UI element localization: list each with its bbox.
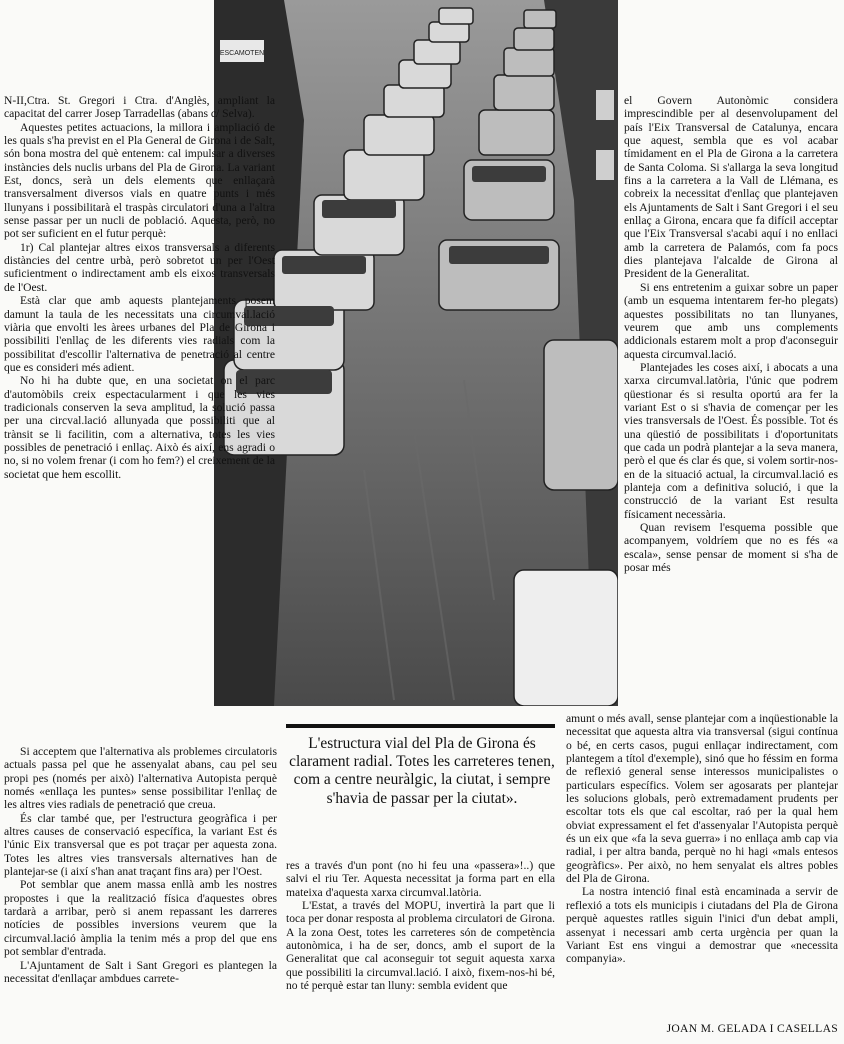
author-byline: JOAN M. GELADA I CASELLAS [666,1022,838,1035]
article-column-middle [286,859,555,992]
article-column-right [624,94,838,574]
shop-sign-text: ESCAMOTEN [219,50,265,57]
article-column-left-lower [4,745,277,985]
paragraph: No hi ha dubte que, en una societat on el parc d'automòbils creix espectacularment i que les vies tradicionals conserven la seva amplitud, la solució passa per una circval.lació allunyada que possibiliti que al trànsit se li facilitin, com a alternativa, totes les vies possibles de penetració i enllaç. Això és així, ens agradi o no, si no volem frenar (i com ho fem?) el creixement de la societat que hem escollit. [4,374,275,481]
pullquote: L'estructura vial del Pla de Girona és clarament radial. Totes les carreteres tenen, com a centre neuràlgic, la ciutat, i sempre s'havia de passar per la ciutat». [289,735,555,807]
paragraph: Aquestes petites actuacions, la millora i ampliació de les quals s'ha previst en el Pla General de Girona i de Salt, són bona mostra del què entenem: cal impulsar a diverses instàncies dels nuclis urbans del Pla de Girona. La variant Est, doncs, serà un dels elements que enllaçarà transversalment diversos vials en quatre punts i més llunyans i possibilitarà el traspàs circulatori d'una a l'altra sense passar per un nucli de població. Aquesta, però, no pot ser suficient en el futur perquè: [4,120,275,241]
article-column-right-lower [566,712,838,966]
paragraph: Si acceptem que l'alternativa als problemes circulatoris actuals passa pel que he assenyalat abans, cau pel seu propi pes (només per això) l'alternativa Autopista perquè només «enllaça les puntes» sense possibilitar l'enllaç de les altres vies radials de penetració que creua. [4,745,277,812]
paragraph: L'Estat, a través del MOPU, invertirà la part que li toca per donar resposta al problema circulatori de Girona. A la zona Oest, totes les carreteres són de competència autonòmica, i ha de ser, doncs, amb el suport de la Generalitat que cal aconseguir tot seguit aquesta xarxa que possibiliti la circumval.lació. I això, fixem-nos-hi bé, no té perquè estar tan lluny: sembla evident que [286,899,555,993]
paragraph: Quan revisem l'esquema possible que acompanyem, voldríem que no es fés «a escala», sense pensar de moment si s'ha de posar més [624,521,838,575]
pullquote-rule [286,724,555,728]
paragraph: Pot semblar que anem massa enllà amb les nostres propostes i que la realització física d'aquestes obres tardarà a arribar, però si anem repassant les darreres notícies de possibles inversions veurem que la circumval.lació àmplia la tenim més a prop del que ens pot semblar d'entrada. [4,878,277,959]
article-column-left [4,94,275,481]
paragraph: L'Ajuntament de Salt i Sant Gregori es plantegen la necessitat d'enllaçar ambdues carrete- [4,958,277,985]
paragraph: Si ens entretenim a guixar sobre un paper (amb un esquema intentarem fer-ho plegats) aquestes possibilitats no tan llunyanes, veurem que amb uns complements addicionals estarem molt a prop d'aconseguir aquesta circumval.lació. [624,280,838,361]
paragraph: És clar també que, per l'estructura geogràfica i per altres causes de conservació específica, la variant Est és l'únic Eix transversal que es pot traçar per aquesta zona. Totes les altres vies transversals alternatives han de plantejar-se (i així s'han anat traçant fins ara) per l'Oest. [4,811,277,879]
paragraph: el Govern Autonòmic considera imprescindible per al desenvolupament del país l'Eix Transversal de Catalunya, encara que aquest, sembla que es vol acabar tímidament en el Pla de Girona a la carretera de Santa Coloma. Si s'allarga la seva longitud fins a la carretera a la Vall de Llémana, es cobreix la necessitat d'enllaç que plantejaven els Ajuntaments de Salt i Sant Gregori i el seu enllaç a Girona, encara que fa difícil acceptar que l'Eix Transversal s'acabi aquí i no enllaci amb la carretera de Palamós, com fa pocs dies plantejava l'alcalde de Girona al President de la Generalitat. [624,94,838,281]
paragraph: N-II,Ctra. St. Gregori i Ctra. d'Anglès, ampliant la capacitat del carrer Josep Tarradellas (abans c/ Selva). [4,94,275,121]
paragraph: amunt o més avall, sense plantejar com a inqüestionable la necessitat que aquesta altra via transversal (sigui contínua o bé, en certs casos, pugui enllaçar indirectament, com plantegem a títol d'exemple), sinó que ho féssim en forma de reflexió general sense interessos municipalistes o particulars específics. Volem ser agosarats per plantejar les solucions globals, però extremadament prudents per escoltar tots els que cal escoltar, raó per la qual hem obviat expressament el fet d'assenyalar l'Autopista perquè és un eix que «fa la seva guerra» i no enllaça amb cap via radial, i per altra banda, perquè no hi hagi «mals entesos geogràfics». Per això, no hem senyalat els altres pobles del Pla de Girona. [566,712,838,886]
paragraph: res a través d'un pont (no hi feu una «passera»!..) que salvi el riu Ter. Aquesta necessitat ja forma part en ella mateixa d'aquesta xarxa circumval.latòria. [286,859,555,899]
paragraph: La nostra intenció final està encaminada a servir de reflexió a tots els municipis i ciutadans del Pla de Girona perquè aquestes ratlles siguin l'inici d'un debat ampli, assenyat i necessari amb certa urgència per quan la Variant Est ens vingui a demostrar que «necessita companyia». [566,885,838,966]
paragraph: Plantejades les coses així, i abocats a una xarxa circumval.latòria, l'únic que podrem qüestionar és si resulta oportú ara fer la variant Est o si s'havia de començar per les vies transversals de l'Oest. És possible. Tot és una qüestió de possibilitats i d'oportunitats que cada un podrà plantejar a la seva manera, però el que és clar és que, si volem sortir-nos-en de la situació actual, la circumval.lació es planteja com a definitiva solució, i que la construcció de la variant Est resulta físicament necessària. [624,360,838,521]
paragraph: 1r) Cal plantejar altres eixos transversals a diferents distàncies del centre urbà, però sobretot un per l'Oest suficientment o indirectament amb els eixos transversals de l'Oest. [4,240,275,294]
paragraph: Està clar que amb aquests plantejaments posem damunt la taula de les necessitats una circumval.lació viària que envolti les àrees urbanes del Pla de Girona i possibiliti l'enllaç de les diferents vies radials com la possibilitat d'escollir l'alternativa de penetració al centre que es consideri més adient. [4,294,275,374]
